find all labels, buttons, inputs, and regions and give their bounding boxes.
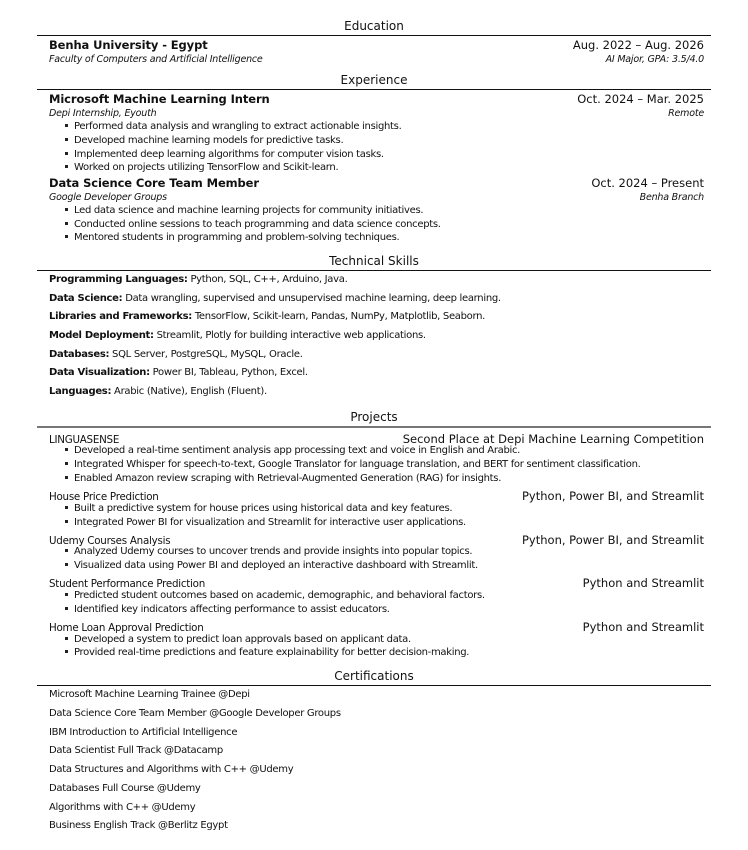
bullet-icon [65,235,68,238]
certification-item: Microsoft Machine Learning Trainee @Depi [49,689,250,700]
bullet-icon [65,138,68,141]
project-name: Home Loan Approval Prediction [49,622,204,634]
experience-dates: Oct. 2024 – Mar. 2025 [577,92,704,106]
certification-item: IBM Introduction to Artificial Intelligence [49,727,238,738]
experience-entry-header [49,176,704,190]
bullet-item: Led data science and machine learning projects for community initiatives. [65,205,715,216]
education-dates: Aug. 2022 – Aug. 2026 [572,38,704,52]
bullet-item: Built a predictive system for house prices using historical data and key features. [65,503,715,514]
faculty-name: Faculty of Computers and Artificial Intelligence [49,54,263,65]
experience-entry-sub [49,192,704,203]
bullet-item: Implemented deep learning algorithms for computer vision tasks. [65,149,715,160]
experience-role: Microsoft Machine Learning Intern [49,92,270,106]
section-rule [37,685,711,686]
bullet-icon [65,476,68,479]
bullet-icon [65,165,68,168]
project-name: House Price Prediction [49,491,159,503]
certification-item: Data Scientist Full Track @Datacamp [49,745,223,756]
project-name: Student Performance Prediction [49,578,205,590]
experience-entry-header [49,92,704,106]
bullet-icon [65,650,68,653]
bullet-icon [65,520,68,523]
bullet-item: Developed machine learning models for predictive tasks. [65,135,715,146]
skill-line: Languages: Arabic (Native), English (Fluent). [49,386,267,397]
bullet-icon [65,462,68,465]
experience-entry-sub [49,108,704,119]
bullet-icon [65,124,68,127]
education-entry-header [49,38,704,52]
project-name: Udemy Courses Analysis [49,535,171,547]
bullet-item: Identified key indicators affecting performance to assist educators. [65,604,715,615]
project-header [49,620,704,634]
bullet-icon [65,152,68,155]
certification-item: Databases Full Course @Udemy [49,783,201,794]
bullet-icon [65,637,68,640]
bullet-item: Integrated Whisper for speech-to-text, Google Translator for language translation, and BERT for sentiment classification. [65,459,715,470]
experience-dates: Oct. 2024 – Present [591,176,704,190]
bullet-item: Integrated Power BI for visualization and Streamlit for interactive user applications. [65,517,715,528]
bullet-icon [65,208,68,211]
experience-org: Google Developer Groups [49,192,167,203]
project-header [49,432,704,446]
skill-line: Model Deployment: Streamlit, Plotly for building interactive web applications. [49,330,426,341]
bullet-item: Predicted student outcomes based on academic, demographic, and behavioral factors. [65,590,715,601]
bullet-item: Developed a system to predict loan approvals based on applicant data. [65,634,715,645]
bullet-item: Developed a real-time sentiment analysis app processing text and voice in English and Arabic. [65,445,715,456]
bullet-item: Provided real-time predictions and feature explainability for better decision-making. [65,647,715,658]
bullet-icon [65,563,68,566]
skill-line: Databases: SQL Server, PostgreSQL, MySQL, Oracle. [49,349,303,360]
section-rule [37,426,711,428]
project-note: Python, Power BI, and Streamlit [522,533,704,547]
institution-name: Benha University - Egypt [49,38,208,52]
section-title-experience: Experience [340,73,408,87]
certification-item: Business English Track @Berlitz Egypt [49,820,228,831]
experience-location: Remote [668,108,704,119]
project-note: Python and Streamlit [582,576,704,590]
project-name: LINGUASENSE [49,434,120,446]
section-title-education: Education [344,19,404,33]
bullet-item: Conducted online sessions to teach programming and data science concepts. [65,219,715,230]
bullet-icon [65,222,68,225]
bullet-item: Worked on projects utilizing TensorFlow and Scikit-learn. [65,162,715,173]
education-details: AI Major, GPA: 3.5/4.0 [605,54,704,65]
certification-item: Algorithms with C++ @Udemy [49,802,196,813]
project-header [49,533,704,547]
project-note: Python, Power BI, and Streamlit [522,489,704,503]
project-header [49,576,704,590]
experience-role: Data Science Core Team Member [49,176,259,190]
bullet-item: Visualized data using Power BI and deployed an interactive dashboard with Streamlit. [65,560,715,571]
bullet-icon [65,549,68,552]
section-title-projects: Projects [350,410,398,424]
bullet-item: Enabled Amazon review scraping with Retrieval-Augmented Generation (RAG) for insights. [65,473,715,484]
bullet-icon [65,593,68,596]
project-header [49,489,704,503]
skill-line: Programming Languages: Python, SQL, C++, Arduino, Java. [49,274,348,285]
education-entry-sub [49,54,704,65]
project-note: Python and Streamlit [582,620,704,634]
certification-item: Data Science Core Team Member @Google Developer Groups [49,708,341,719]
project-note: Second Place at Depi Machine Learning Competition [402,432,704,446]
section-title-certifications: Certifications [334,669,414,683]
section-title-skills: Technical Skills [329,254,419,268]
bullet-icon [65,506,68,509]
skill-line: Data Visualization: Power BI, Tableau, Python, Excel. [49,367,308,378]
skill-line: Libraries and Frameworks: TensorFlow, Scikit-learn, Pandas, NumPy, Matplotlib, Seaborn. [49,311,486,322]
skill-line: Data Science: Data wrangling, supervised and unsupervised machine learning, deep learning. [49,293,501,304]
section-rule [37,35,711,36]
bullet-item: Performed data analysis and wrangling to extract actionable insights. [65,121,715,132]
certification-item: Data Structures and Algorithms with C++ @Udemy [49,764,294,775]
bullet-icon [65,448,68,451]
experience-location: Benha Branch [639,192,704,203]
bullet-item: Mentored students in programming and problem-solving techniques. [65,232,715,243]
experience-org: Depi Internship, Eyouth [49,108,157,119]
bullet-icon [65,607,68,610]
section-rule [37,89,711,90]
section-rule [37,270,711,271]
bullet-item: Analyzed Udemy courses to uncover trends and provide insights into popular topics. [65,546,715,557]
